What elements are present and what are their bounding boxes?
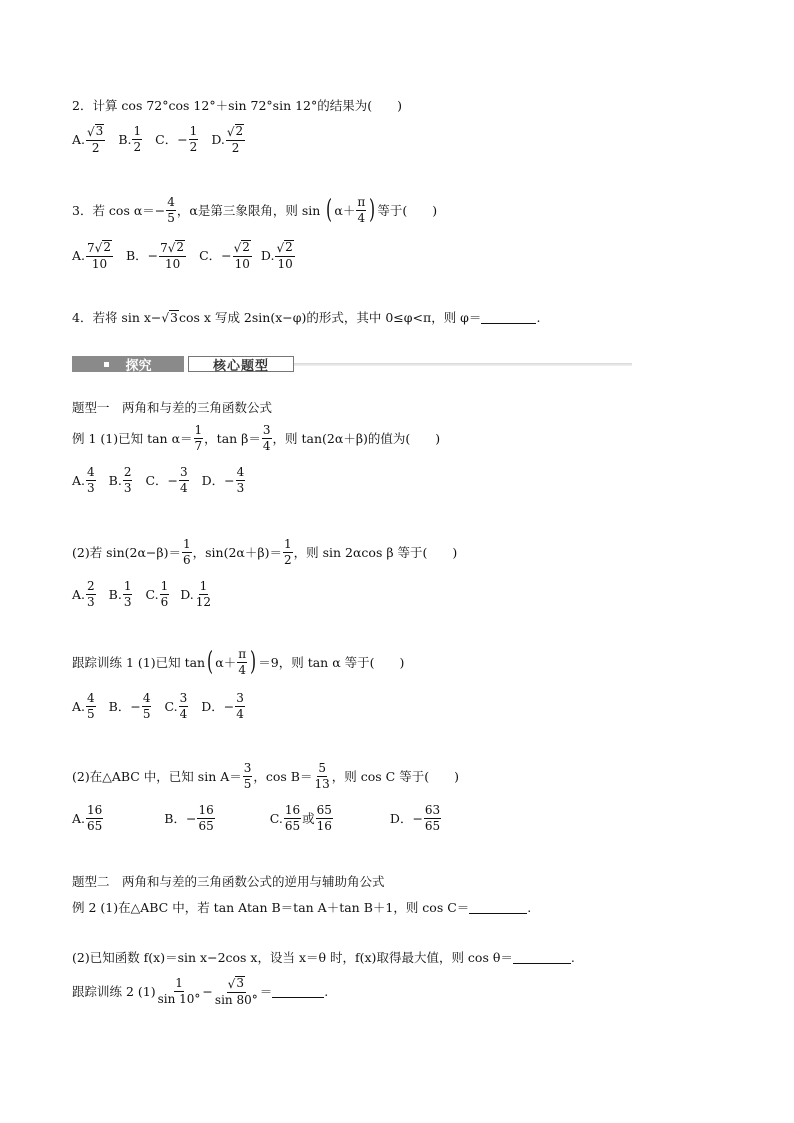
ex1-1-option-a [86, 466, 96, 494]
ex1-1-option-a-label: A. [72, 472, 86, 488]
q2-option-c-label: C．− [155, 132, 188, 148]
q4-answer-blank[interactable] [481, 311, 536, 324]
q3-option-a-label: A. [72, 247, 86, 263]
q3-stem-a: 3．若 cos α＝− [72, 203, 166, 219]
tr1-2-stem-a: (2)在△ABC 中，已知 sin A＝ [72, 769, 242, 785]
tr2-1-frac2: √ 3 sin 80° [214, 976, 258, 1007]
ex1-2-option-a-den: 3 [87, 594, 95, 609]
tr1-2-frac1-den: 5 [243, 776, 252, 791]
ex1-2-option-a-label: A. [72, 586, 86, 602]
q3-option-c-radicand: 2 [242, 240, 250, 254]
ex1-2-option-c-num: 1 [160, 579, 169, 593]
q3-stem-c: 等于( ) [377, 203, 438, 219]
q4-radicand: 3 [170, 309, 178, 325]
banner-left [72, 356, 184, 372]
tr1-1-option-d-den: 4 [236, 706, 244, 721]
ex1-1-options [72, 466, 246, 494]
ex1-2-stem-c: ，则 sin 2αcos β 等于( ) [293, 545, 458, 561]
ex1-1-stem-b: ，tan β＝ [204, 431, 261, 447]
q4-stem-a: 4．若将 sin x− [72, 310, 162, 325]
q2-options [72, 124, 246, 154]
tr2-1-equals: ＝ [259, 984, 273, 1000]
q3-pi-fraction [356, 196, 366, 224]
banner-rule [294, 363, 632, 366]
tr1-2-option-d-label: D．− [389, 811, 423, 827]
ex1-1-option-a-den: 3 [87, 480, 95, 495]
q2-option-a-den: 2 [91, 140, 100, 155]
ex1-1-option-b-den: 3 [123, 480, 132, 495]
tr1-2-option-c-or: 或 [302, 811, 315, 827]
ex1-2-stem-b: ，sin(2α＋β)＝ [192, 545, 282, 561]
ex2-2-stem [72, 948, 575, 966]
ex1-1-option-a-num: 4 [87, 465, 95, 479]
tr1-2-option-b-label: B．− [164, 811, 197, 827]
ex1-2-option-d-num: 1 [199, 579, 208, 593]
tr1-2-stem [72, 762, 459, 790]
ex1-1-option-c-den: 4 [180, 480, 188, 495]
ex1-1-option-c [179, 466, 189, 494]
ex1-2-option-b-num: 1 [123, 579, 132, 593]
q3-option-c-den: 10 [234, 256, 250, 271]
q3-cos-num: 4 [167, 195, 175, 209]
tr1-2-option-c-label: C. [269, 810, 283, 826]
tr1-1-inner: α＋ [215, 655, 237, 671]
tr1-1-pi-den: 4 [238, 662, 246, 677]
type2-heading-text: 题型二 两角和与差的三角函数公式的逆用与辅助角公式 [72, 874, 385, 889]
ex1-2-option-d-label: D. [180, 586, 194, 602]
tr1-1-option-a [86, 692, 96, 720]
tr1-2-option-a-den: 65 [87, 818, 103, 833]
ex1-1-frac1-den: 7 [194, 438, 203, 453]
q3-stem-b: ，α是第三象限角，则 sin [176, 203, 325, 219]
q3-option-b-radicand: 2 [176, 240, 185, 254]
banner-right-label: 核心题型 [212, 358, 269, 374]
tr1-1-option-d [235, 692, 245, 720]
tr2-1-stem [72, 976, 328, 1006]
ex1-1-frac1 [194, 424, 204, 452]
ex1-2-frac2 [283, 538, 293, 566]
tr1-1-option-a-den: 5 [87, 706, 95, 721]
ex1-2-option-d [195, 580, 212, 608]
ex1-1-option-c-num: 3 [180, 465, 188, 479]
tr1-2-stem-c: ，则 cos C 等于( ) [331, 769, 459, 785]
q3-option-d-radicand: 2 [285, 240, 293, 254]
tr1-1-stem-a: 跟踪训练 1 (1)已知 tan [72, 655, 206, 671]
q3-option-b-den: 10 [164, 256, 181, 271]
square-bullet-icon [104, 362, 109, 367]
tr1-2-option-c-num: 16 [284, 803, 301, 817]
ex1-1-stem-a: 例 1 (1)已知 tan α＝ [72, 431, 193, 447]
ex1-2-frac2-den: 2 [283, 552, 292, 567]
q3-option-b-coef: 7 [160, 241, 168, 256]
ex2-2-end: . [570, 949, 575, 965]
tr1-1-left-paren: ( [207, 647, 214, 678]
tr1-2-option-b [197, 804, 214, 832]
tr1-1-option-d-num: 3 [236, 691, 244, 705]
tr1-1-options [72, 692, 246, 720]
tr1-1-option-a-label: A. [72, 698, 86, 714]
ex1-1-option-d [236, 466, 246, 494]
q3-pi-den: 4 [357, 210, 366, 225]
q3-option-d-label: D. [260, 247, 275, 263]
ex1-1-option-d-num: 4 [236, 465, 245, 479]
tr1-1-pi-fraction [237, 648, 247, 676]
q3-option-a-fraction: 7 √ 2 10 [87, 240, 111, 271]
ex1-1-frac1-num: 1 [194, 423, 203, 437]
tr1-1-stem [72, 648, 404, 676]
banner-left-label: 探究 [125, 358, 152, 374]
tr2-1-minus: − [202, 983, 213, 999]
ex1-2-option-b-den: 3 [123, 594, 132, 609]
tr2-1-frac2-den: sin 80° [214, 992, 258, 1007]
q2-option-b-num: 1 [133, 124, 142, 139]
q3-option-c-fraction: √ 2 10 [233, 240, 250, 271]
q2-option-d-den: 2 [231, 140, 240, 155]
q2-option-a-radicand: 3 [95, 124, 104, 138]
q3-cos-den: 5 [167, 210, 175, 225]
ex1-2-option-b-label: B. [108, 586, 122, 602]
tr1-2-option-b-num: 16 [198, 803, 214, 817]
type2-heading [72, 872, 385, 890]
tr1-2-option-d-num: 63 [424, 803, 441, 817]
tr1-2-option-c [284, 804, 301, 832]
ex1-1-option-c-label: C．− [145, 473, 179, 489]
ex1-1-option-b [123, 466, 133, 494]
tr1-2-frac1-num: 3 [243, 761, 252, 775]
q2-option-b-den: 2 [133, 139, 142, 154]
ex1-1-option-b-num: 2 [123, 465, 132, 479]
q3-options [72, 240, 296, 270]
q3-option-a-den: 10 [91, 256, 108, 271]
tr1-2-option-c2-den: 16 [316, 818, 332, 833]
tr1-1-option-a-num: 4 [87, 691, 95, 705]
ex1-1-option-d-label: D．− [201, 473, 235, 489]
ex1-1-stem [72, 424, 440, 452]
tr1-2-option-d-den: 65 [424, 818, 441, 833]
ex1-1-option-d-den: 3 [236, 480, 245, 495]
ex1-1-stem-c: ，则 tan(2α＋β)的值为( ) [272, 431, 441, 447]
tr1-1-right-paren: ) [250, 647, 257, 678]
q3-cos-fraction [166, 196, 176, 224]
ex1-2-stem-a: (2)若 sin(2α−β)＝ [72, 545, 181, 561]
q4-sqrt: √ 3 [161, 309, 178, 326]
ex1-2-frac1 [182, 538, 192, 566]
tr1-2-frac2-den: 13 [314, 776, 330, 791]
q2-stem [72, 96, 402, 114]
ex1-2-frac2-num: 1 [283, 537, 292, 551]
q2-option-b-fraction [132, 125, 142, 153]
q2-option-c-fraction [189, 125, 199, 153]
tr1-1-option-c-num: 3 [179, 691, 188, 705]
q3-option-a-radicand: 2 [103, 240, 111, 254]
tr2-1-frac2-radicand: 3 [236, 976, 244, 990]
tr2-1-end: . [324, 983, 329, 999]
q2-option-a-fraction: √ 3 2 [87, 124, 104, 155]
ex1-2-option-c-den: 6 [160, 594, 169, 609]
type1-heading [72, 398, 272, 416]
tr1-2-options [72, 804, 442, 832]
q3-left-paren: ( [326, 195, 333, 226]
tr1-2-stem-b: ，cos B＝ [253, 769, 313, 785]
tr2-1-frac1-den: sin 10° [157, 991, 201, 1006]
tr1-2-option-b-den: 65 [198, 818, 214, 833]
tr1-1-option-b-den: 5 [142, 706, 151, 721]
q2-option-c-den: 2 [189, 139, 198, 154]
q4-end: . [536, 309, 541, 325]
ex2-2-stem-text: (2)已知函数 f(x)＝sin x−2cos x，设当 x＝θ 时，f(x)取得最大值，则 cos θ＝ [72, 950, 513, 965]
tr1-1-option-b-num: 4 [142, 691, 151, 705]
tr2-1-answer-blank[interactable] [272, 985, 324, 998]
q4-stem-b: cos x 写成 2sin(x−φ)的形式，其中 0≤φ<π，则 φ＝ [179, 310, 482, 325]
tr2-1-frac1-num: 1 [175, 976, 183, 991]
q3-pi-num: π [357, 195, 366, 209]
q2-stem-text: 2．计算 cos 72°cos 12°＋sin 72°sin 12°的结果为( ) [72, 98, 403, 113]
q3-option-d-den: 10 [277, 256, 293, 271]
tr1-2-option-c2-num: 65 [316, 803, 332, 817]
q3-option-b-label: B．− [125, 248, 159, 264]
tr2-1-frac1 [157, 977, 202, 1005]
ex1-1-frac2 [262, 424, 272, 452]
q3-option-a-coef: 7 [87, 241, 95, 256]
tr1-1-stem-b: ＝9，则 tan α 等于( ) [258, 655, 405, 671]
tr1-1-pi-num: π [238, 647, 247, 661]
ex1-1-frac2-den: 4 [262, 438, 271, 453]
section-banner [72, 354, 632, 374]
tr1-2-option-a-num: 16 [87, 803, 103, 817]
q3-option-b-fraction: 7 √ 2 10 [160, 240, 185, 271]
q4-stem [72, 308, 540, 326]
ex2-1-end: . [527, 899, 532, 915]
ex1-2-frac1-den: 6 [183, 552, 191, 567]
ex1-1-frac2-num: 3 [262, 423, 271, 437]
q3-inner: α＋ [334, 203, 356, 219]
tr1-1-option-c-label: C. [164, 698, 178, 714]
q2-option-b-label: B. [118, 131, 132, 147]
q2-option-d-radicand: 2 [235, 124, 244, 138]
ex1-2-options [72, 580, 213, 608]
tr1-1-option-b-label: B．− [108, 699, 141, 715]
ex1-1-option-b-label: B. [108, 472, 122, 488]
ex2-1-stem [72, 898, 531, 916]
ex1-2-option-c [160, 580, 170, 608]
q3-right-paren: ) [369, 195, 376, 226]
tr1-2-option-c-den: 65 [284, 818, 301, 833]
q3-stem [72, 196, 437, 224]
q3-option-c-label: C．− [199, 248, 232, 264]
tr1-2-option-a-label: A. [72, 810, 86, 826]
ex2-1-stem-text: 例 2 (1)在△ABC 中，若 tan Atan B＝tan A＋tan B＋1，则 cos C＝ [72, 900, 470, 915]
tr1-1-option-c-den: 4 [179, 706, 188, 721]
tr1-2-option-a [86, 804, 103, 832]
tr2-1-stem-a: 跟踪训练 2 (1) [72, 984, 156, 1000]
ex1-2-option-a-num: 2 [87, 579, 95, 593]
type1-heading-text: 题型一 两角和与差的三角函数公式 [72, 400, 273, 415]
q2-option-d-label: D. [211, 131, 225, 147]
ex1-2-option-d-den: 12 [195, 594, 212, 609]
q2-option-a-label: A. [72, 131, 86, 147]
q3-option-d-fraction: √ 2 10 [276, 240, 293, 271]
tr1-2-frac2 [314, 762, 331, 790]
q2-option-d-fraction: √ 2 2 [226, 124, 244, 155]
ex2-2-answer-blank[interactable] [513, 951, 571, 964]
ex1-2-option-b [123, 580, 133, 608]
ex1-2-stem [72, 538, 457, 566]
tr1-1-option-b [142, 692, 152, 720]
tr1-2-option-d [424, 804, 441, 832]
tr1-1-option-d-label: D．− [201, 699, 235, 715]
q2-option-c-num: 1 [189, 124, 198, 139]
ex1-2-option-a [86, 580, 96, 608]
tr1-1-option-c [179, 692, 189, 720]
ex1-2-frac1-num: 1 [183, 537, 191, 551]
ex1-2-option-c-label: C. [145, 586, 159, 602]
tr1-2-frac1 [243, 762, 253, 790]
ex2-1-answer-blank[interactable] [469, 901, 527, 914]
tr1-2-frac2-num: 5 [318, 761, 326, 775]
tr1-2-option-c2 [316, 804, 333, 832]
